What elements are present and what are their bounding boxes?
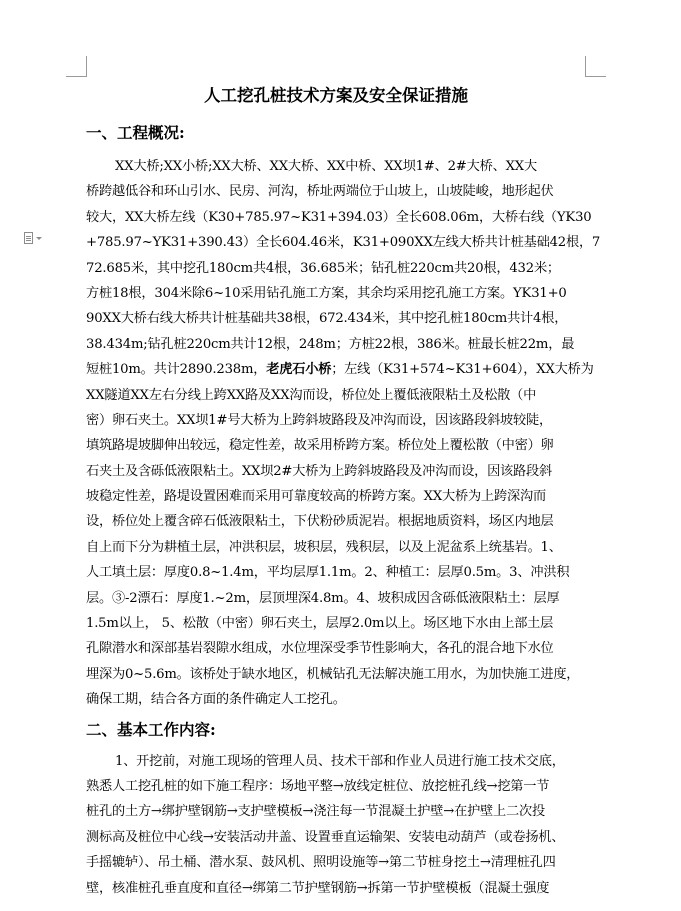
text-line: XX隧道XX左右分线上跨XX路及XX沟而设，桥位处上覆低液限粘土及松散（中: [86, 387, 537, 403]
text-line: 38.434m;钻孔桩220cm共计12根，248m；方桩22根，386米。桩最长桩22m，最: [86, 336, 575, 352]
text-line: 1.5m以上， 5、松散（中密）卵石夹土，层厚2.0m以上。场区地下水由上部土层: [86, 616, 554, 632]
text-line: 自上而下分为耕植土层，冲洪积层，坡积层，残积层，以及上泥盆系上统基岩。1、: [86, 539, 562, 555]
text-line: XX大桥;XX小桥;XX大桥、XX大桥、XX中桥、XX坝1#、2#大桥、XX大: [115, 159, 537, 174]
text-line: 桩孔的土方→绑护壁钢筋→支护壁模板→浇注每一节混凝土护壁→在护壁上二次投: [86, 804, 545, 820]
text-line: 坡稳定性差，路堤设置困难而采用可靠度较高的桥跨方案。XX大桥为上跨深沟而: [86, 489, 546, 505]
document-outline-icon[interactable]: [24, 231, 56, 245]
crop-mark-top-left-v: [86, 56, 87, 77]
text-line: 测标高及桩位中心线→安装活动井盖、设置垂直运输架、安装电动葫芦（或卷扬机、: [86, 829, 565, 845]
chevron-down-icon: [36, 237, 42, 240]
text-line: 层。③-2漂石：厚度1.~2m，层顶埋深4.8m。4、坡积成因含砾低液限粘土：层厚: [86, 590, 560, 606]
text-line: +785.97~YK31+390.43）全长604.46米，K31+090XX左线大桥共计桩基础42根，7: [86, 235, 601, 251]
text-line: 90XX大桥右线大桥共计桩基础共38根，672.434米，其中挖孔桩180cm共计4根，: [86, 311, 568, 327]
text-line: 埋深为0~5.6m。该桥处于缺水地区，机械钻孔无法解决施工用水，为加快施工进度，: [86, 666, 580, 682]
text-line: 手摇辘轳）、吊土桶、潜水泵、鼓风机、照明设施等→第二节桩身挖土→清理桩孔四: [86, 855, 556, 871]
work-content-paragraph: [86, 749, 586, 901]
overview-paragraph: [86, 154, 601, 713]
crop-mark-top-right-v: [585, 56, 586, 77]
text-line: 壁，核准桩孔垂直度和直径→绑第二节护壁钢筋→拆第一节护壁模板（混凝土强度: [86, 880, 550, 896]
text-line: 填筑路堤坡脚伸出较远，稳定性差，故采用桥跨方案。桥位处上覆松散（中密）卵: [86, 438, 554, 454]
bold-bridge-name: 老虎石小桥: [266, 362, 332, 378]
text-line: 确保工期，结合各方面的条件确定人工挖孔。: [86, 692, 346, 708]
text-line: 人工填土层：厚度0.8~1.4m，平均层厚1.1m。2、种植工：层厚0.5m。3、冲洪积: [86, 565, 570, 581]
text-line: 设，桥位处上覆含碎石低液限粘土，下伏粉砂质泥岩。根据地质资料，场区内地层: [86, 514, 554, 530]
crop-mark-top-left-h: [66, 76, 87, 77]
section-heading-work-content: 二、基本工作内容:: [86, 719, 216, 739]
text-line: 桥跨越低谷和环山引水、民房、河沟，桥址两端位于山坡上，山坡陡峻，地形起伏: [86, 184, 554, 200]
text-line: 密）卵石夹土。XX坝1#号大桥为上跨斜坡路段及冲沟而设，因该路段斜坡较陡，: [86, 412, 553, 428]
text-line-mixed: [86, 357, 594, 382]
text-line: 熟悉人工挖孔桩的如下施工程序：场地平整→放线定桩位、放挖桩孔线→挖第一节: [86, 778, 550, 794]
document-title: 人工挖孔桩技术方案及安全保证措施: [204, 86, 468, 105]
document-body: [86, 82, 601, 901]
text-line: 1、开挖前，对施工现场的管理人员、技术干部和作业人员进行施工技术交底，: [115, 753, 565, 769]
text-line: 较大，XX大桥左线（K30+785.97~K31+394.03）全长608.06m，大桥右线（YK30: [86, 209, 592, 225]
text-line: 石夹土及含砾低液限粘土。XX坝2#大桥为上跨斜坡路段及冲沟而设，因该路段斜: [86, 463, 553, 479]
text-line: 孔隙潜水和深部基岩裂隙水组成，水位埋深受季节性影响大，各孔的混合地下水位: [86, 641, 554, 657]
page-icon: [24, 232, 33, 244]
text-segment: ；左线（K31+574~K31+604），XX大桥为: [331, 362, 594, 378]
crop-mark-top-right-h: [585, 76, 606, 77]
section-heading-overview: 一、工程概况:: [86, 123, 185, 142]
text-line: 72.685米，其中挖孔180cm共4根，36.685米；钻孔桩220cm共20根，432米；: [86, 260, 560, 276]
text-segment: 短桩10m。共计2890.238m，: [86, 362, 267, 378]
text-line: 方桩18根，304米除6~10采用钻孔施工方案，其余均采用挖孔施工方案。YK31+0: [86, 285, 567, 301]
